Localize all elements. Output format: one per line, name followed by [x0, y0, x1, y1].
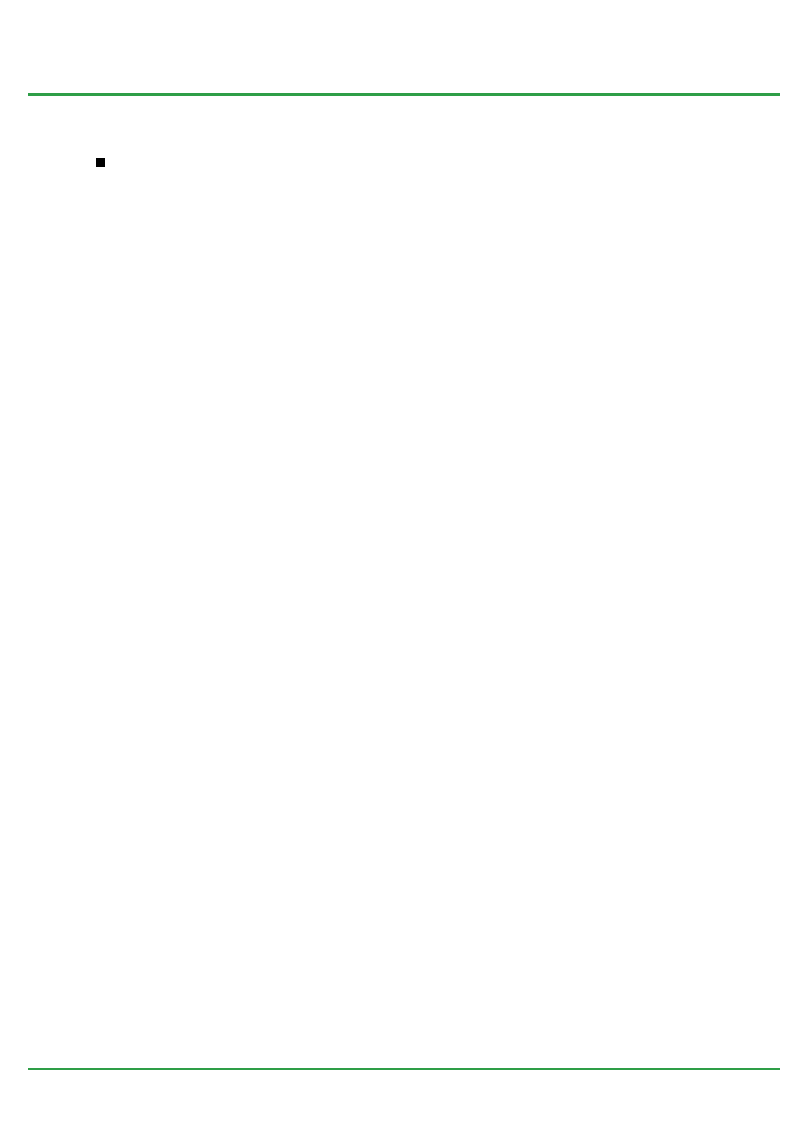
footer-rule [28, 1068, 780, 1070]
